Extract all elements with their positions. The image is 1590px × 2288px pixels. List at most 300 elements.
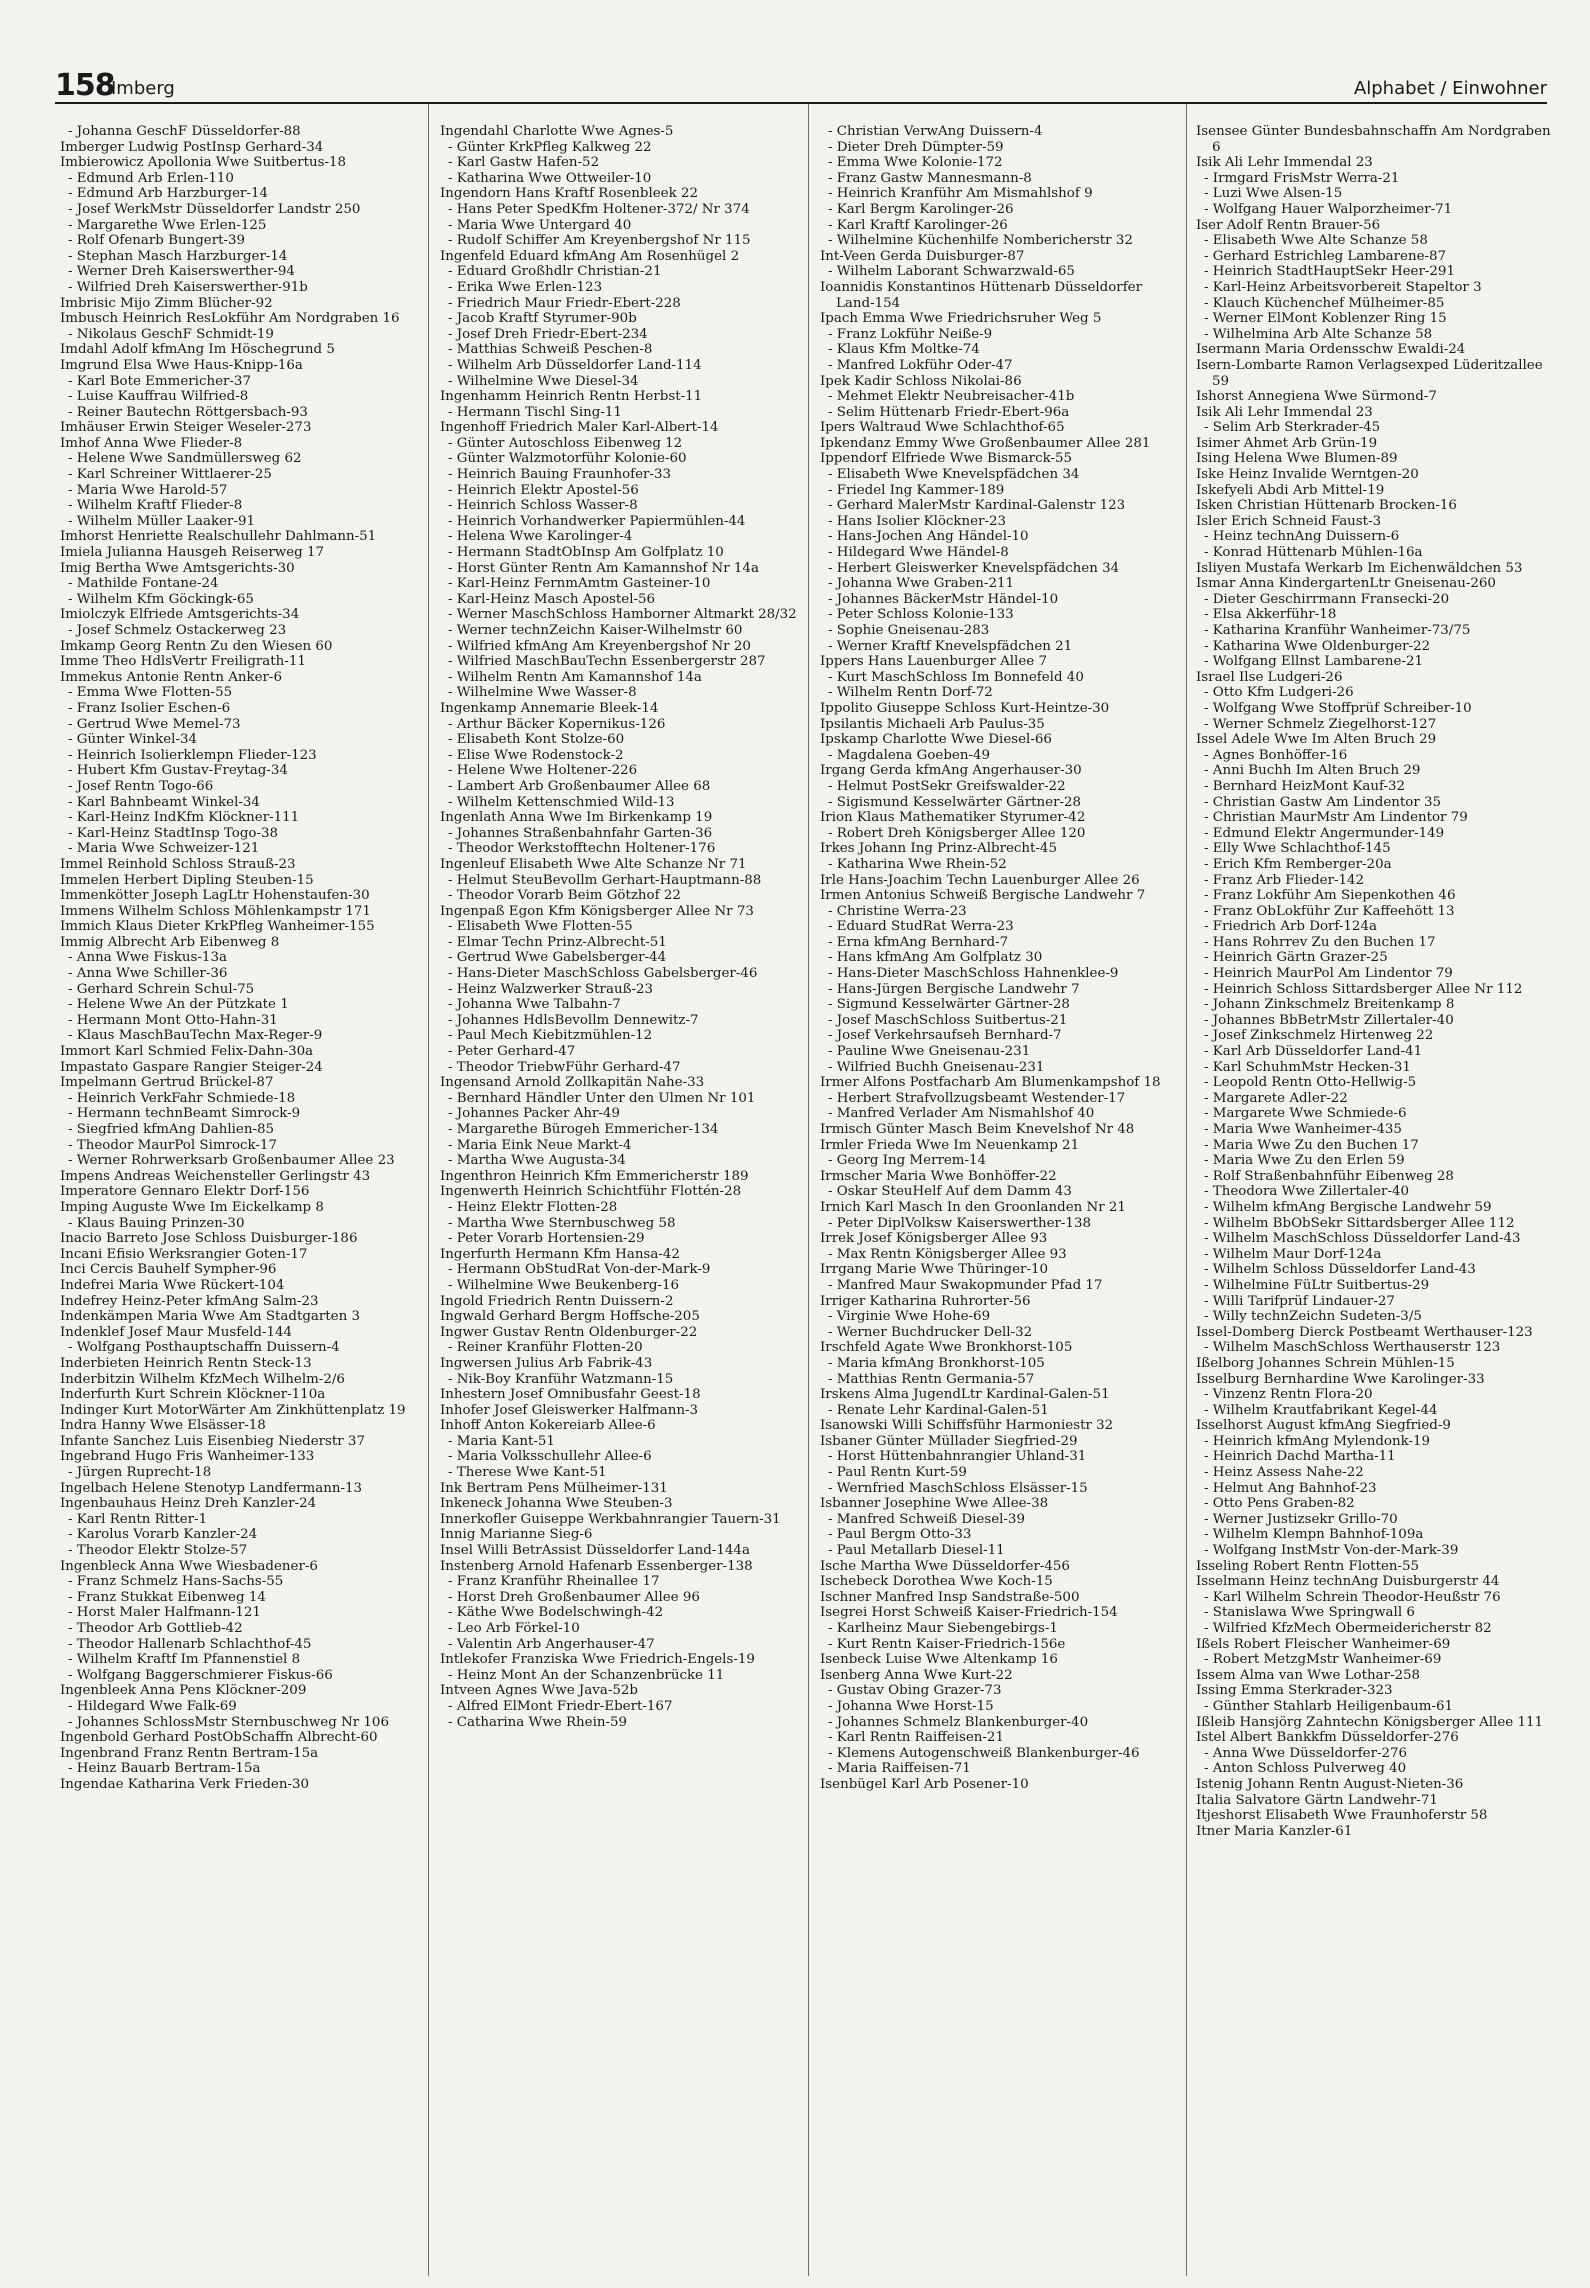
directory-entry: - Maria Eink Neue Markt-4 [448,1137,632,1153]
directory-entry: - Dieter Dreh Dümpter-59 [828,139,1004,155]
directory-entry: - Horst Dreh Großenbaumer Allee 96 [448,1589,700,1605]
directory-entry: - Sigismund Kesselwärter Gärtner-28 [828,794,1082,810]
directory-entry: - Franz Lokführ Am Siepenkothen 46 [1204,888,1456,904]
directory-entry: Ingenbrand Franz Rentn Bertram-15a [60,1745,319,1761]
directory-entry: - Karl-Heinz StadtInsp Togo-38 [68,825,279,841]
directory-entry: Immig Albrecht Arb Eibenweg 8 [60,934,280,950]
directory-entry: Imhäuser Erwin Steiger Weseler-273 [60,420,312,436]
directory-entry: - Heinrich Dachd Martha-11 [1204,1449,1396,1465]
directory-entry: - Erika Wwe Erlen-123 [448,279,603,295]
directory-entry: - Karl-Heinz Masch Apostel-56 [448,591,656,607]
directory-entry: Ischner Manfred Insp Sandstraße-500 [820,1589,1080,1605]
directory-entry: - Maria Wwe Zu den Buchen 17 [1204,1137,1419,1153]
directory-column-1 [60,124,422,2274]
directory-entry: - Klauch Küchenchef Mülheimer-85 [1204,295,1445,311]
directory-entry: - Heinz technAng Duissern-6 [1204,529,1400,545]
directory-entry: Immekus Antonie Rentn Anker-6 [60,669,282,685]
directory-entry: - Maria kfmAng Bronkhorst-105 [828,1355,1045,1371]
directory-entry: - Wilhelmine Wwe Beukenberg-16 [448,1277,679,1293]
directory-entry: - Luise Kauffrau Wilfried-8 [68,389,249,405]
column-divider [808,104,809,2276]
directory-entry: - Hans-Jochen Ang Händel-10 [828,529,1029,545]
directory-entry: Immich Klaus Dieter KrkPfleg Wanheimer-155 [60,919,375,935]
directory-entry: Irrek Josef Königsberger Allee 93 [820,1231,1048,1247]
directory-entry: - Wilfried Dreh Kaiserswerther-91b [68,279,308,295]
directory-entry: - Nikolaus GeschF Schmidt-19 [68,326,274,342]
directory-entry: - Günter KrkPfleg Kalkweg 22 [448,139,652,155]
directory-entry: - Oskar SteuHelf Auf dem Damm 43 [828,1184,1072,1200]
directory-entry: Ipers Waltraud Wwe Schlachthof-65 [820,420,1065,436]
directory-entry: - Sophie Gneisenau-283 [828,623,990,638]
directory-entry: - Josef Zinkschmelz Hirtenweg 22 [1204,1028,1434,1044]
directory-entry: - Selim Arb Sterkrader-45 [1204,420,1381,436]
directory-entry: - Karlheinz Maur Siebengebirgs-1 [828,1621,1058,1636]
directory-entry: Innerkofler Guiseppe Werkbahnrangier Tauern-31 [440,1511,781,1527]
directory-entry: - Lambert Arb Großenbaumer Allee 68 [448,778,711,794]
directory-entry: Irgang Gerda kfmAng Angerhauser-30 [820,763,1082,779]
directory-entry: - Helmut SteuBevollm Gerhart-Hauptmann-88 [448,872,762,888]
directory-entry: - Heinrich MaurPol Am Lindentor 79 [1204,966,1453,982]
directory-entry: - Peter Gerhard-47 [448,1044,576,1060]
directory-entry: Impens Andreas Weichensteller Gerlingstr 43 [60,1168,371,1184]
directory-entry: - Josef Rentn Togo-66 [68,778,214,794]
directory-entry: - Günter Walzmotorführ Kolonie-60 [448,451,687,467]
directory-entry: Isanowski Willi Schiffsführ Harmoniestr 32 [820,1418,1114,1434]
directory-entry: - Maria Wwe Zu den Erlen 59 [1204,1153,1405,1169]
directory-entry: - Maria Raiffeisen-71 [828,1761,971,1777]
directory-entry: - Katharina Wwe Oldenburger-22 [1204,638,1431,654]
directory-entry: Ingenhoff Friedrich Maler Karl-Albert-14 [440,420,719,436]
directory-entry: - Klaus Kfm Moltke-74 [828,342,980,358]
directory-entry: - Maria Volksschullehr Allee-6 [448,1449,652,1465]
directory-entry: - Hans-Dieter MaschSchloss Gabelsberger-46 [448,966,758,982]
directory-entry: Ingenleuf Elisabeth Wwe Alte Schanze Nr 71 [440,856,747,872]
directory-entry: - Wilhelmine Wwe Diesel-34 [448,373,639,389]
directory-entry: - Heinrich Isolierklempn Flieder-123 [68,747,317,763]
directory-entry: Itner Maria Kanzler-61 [1196,1823,1353,1839]
directory-entry: Immenkötter Joseph LagLtr Hohenstaufen-30 [60,888,370,904]
directory-entry: Ingensand Arnold Zollkapitän Nahe-33 [440,1075,705,1091]
directory-entry: - Max Rentn Königsberger Allee 93 [828,1246,1067,1262]
directory-entry: - Klemens Autogenschweiß Blankenburger-46 [828,1745,1140,1761]
directory-entry: - Wilhelmina Arb Alte Schanze 58 [1204,326,1433,342]
directory-entry: Isseling Robert Rentn Flotten-55 [1196,1558,1420,1574]
directory-entry: - Karl Bote Emmericher-37 [68,373,251,389]
directory-entry: - Wilhelm Klempn Bahnhof-109a [1204,1527,1424,1543]
directory-entry: - Werner Buchdrucker Dell-32 [828,1324,1033,1340]
directory-entry: Ipkendanz Emmy Wwe Großenbaumer Allee 281 [820,435,1151,451]
directory-column-3 [820,124,1182,2274]
directory-entry: Ingenwerth Heinrich Schichtführ Flottén-28 [440,1184,742,1200]
directory-entry: Irmen Antonius Schweiß Bergische Landwehr 7 [820,888,1146,904]
directory-entry: Ising Helena Wwe Blumen-89 [1196,451,1398,467]
page-header [55,66,1547,104]
directory-entry: - Wilhelm Kfm Göckingk-65 [68,591,254,607]
directory-entry: Isselburg Bernhardine Wwe Karolinger-33 [1196,1371,1485,1387]
directory-entry: - Anna Wwe Schiller-36 [68,966,228,982]
directory-entry: - Maria Kant-51 [448,1433,555,1449]
directory-entry: Ingendorn Hans Kraftf Rosenbleek 22 [440,186,698,202]
directory-entry: Ippolito Giuseppe Schloss Kurt-Heintze-30 [820,700,1110,716]
directory-entry: - Luzi Wwe Alsen-15 [1204,186,1343,202]
directory-entry: Imhorst Henriette Realschullehr Dahlmann-51 [60,529,377,545]
directory-entry: - Franz Stukkat Eibenweg 14 [68,1589,266,1605]
directory-entry: - Christine Werra-23 [828,903,967,919]
directory-entry: - Heinrich Gärtn Grazer-25 [1204,950,1388,966]
directory-entry: - Leopold Rentn Otto-Hellwig-5 [1204,1075,1417,1091]
directory-entry: - Hildegard Wwe Falk-69 [68,1698,237,1714]
directory-entry: Issel Adele Wwe Im Alten Bruch 29 [1196,732,1437,748]
directory-entry: - Horst Maler Halfmann-121 [68,1605,261,1621]
directory-entry: - Dieter Geschirrmann Fransecki-20 [1204,591,1450,607]
directory-entry: Irion Klaus Mathematiker Styrumer-42 [820,810,1086,826]
directory-entry: Irkes Johann Ing Prinz-Albrecht-45 [820,841,1057,857]
directory-entry: - Reiner Bautechn Röttgersbach-93 [68,404,308,420]
directory-entry: - Theodor Vorarb Beim Götzhof 22 [448,888,681,904]
directory-entry: - Alfred ElMont Friedr-Ebert-167 [448,1698,673,1714]
directory-entry: Indinger Kurt MotorWärter Am Zinkhüttenplatz 19 [60,1402,406,1418]
directory-entry: - Helene Wwe Sandmüllersweg 62 [68,451,302,467]
directory-entry: Ipek Kadir Schloss Nikolai-86 [820,373,1022,389]
directory-entry: - Heinz Mont An der Schanzenbrücke 11 [448,1667,725,1683]
directory-entry: Isik Ali Lehr Immendal 23 [1196,404,1373,420]
directory-entry: - Herbert Gleiswerker Knevelspfädchen 34 [828,560,1120,576]
directory-entry: - Katharina Wwe Rhein-52 [828,856,1007,872]
directory-entry: Infante Sanchez Luis Eisenbieg Niederstr 37 [60,1433,365,1449]
directory-entry: - Johannes SchlossMstr Sternbuschweg Nr 106 [68,1714,389,1730]
directory-entry: - Anna Wwe Fiskus-13a [68,950,227,966]
directory-entry: - Vinzenz Rentn Flora-20 [1204,1387,1373,1403]
directory-entry: - Wilhelm MaschSchloss Düsseldorfer Land-43 [1204,1231,1521,1247]
directory-entry: - Martha Wwe Augusta-34 [448,1153,626,1169]
directory-entry: - Karl Wilhelm Schrein Theodor-Heußstr 76 [1204,1589,1501,1605]
directory-entry: - Theodor Hallenarb Schlachthof-45 [68,1636,312,1652]
directory-entry: - Werner Schmelz Ziegelhorst-127 [1204,716,1437,732]
directory-entry: - Paul Mech Kiebitzmühlen-12 [448,1028,653,1044]
directory-entry: - Erich Kfm Remberger-20a [1204,856,1392,872]
directory-entry: Ingenfeld Eduard kfmAng Am Rosenhügel 2 [440,248,740,264]
directory-entry: Ippendorf Elfriede Wwe Bismarck-55 [820,451,1073,467]
directory-entry: - Hermann ObStudRat Von-der-Mark-9 [448,1262,711,1278]
directory-entry: - Friedrich Maur Friedr-Ebert-228 [448,295,681,311]
directory-entry: - Wilhelm MaschSchloss Werthauserstr 123 [1204,1340,1501,1356]
directory-entry: Ioannidis Konstantinos Hüttenarb Düsseldorfer Land-154 [820,279,1142,311]
directory-entry: - Wilfried MaschBauTechn Essenbergerstr 287 [448,654,766,670]
directory-entry: - Karl Kraftf Karolinger-26 [828,217,1008,233]
directory-entry: - Heinrich VerkFahr Schmiede-18 [68,1090,296,1106]
directory-entry: - Josef WerkMstr Düsseldorfer Landstr 250 [68,201,361,217]
directory-entry: Imiolczyk Elfriede Amtsgerichts-34 [60,607,300,623]
directory-entry: Ingenbleck Anna Wwe Wiesbadener-6 [60,1558,318,1574]
directory-entry: - Georg Ing Merrem-14 [828,1153,987,1169]
directory-entry: Indenklef Josef Maur Musfeld-144 [60,1324,293,1340]
directory-entry: - Karl SchuhmMstr Hecken-31 [1204,1059,1411,1075]
directory-entry: - Karl-Heinz FernmAmtm Gasteiner-10 [448,576,711,592]
directory-entry: Isensee Günter Bundesbahnschaffn Am Nordgraben 6 [1196,124,1551,155]
directory-entry: - Karl Rentn Raiffeisen-21 [828,1730,1004,1746]
directory-entry: - Gerhard Estrichleg Lambarene-87 [1204,248,1447,264]
directory-entry: Immelen Herbert Dipling Steuben-15 [60,872,314,888]
directory-entry: - Hans Rohrrev Zu den Buchen 17 [1204,934,1436,950]
directory-entry: - Erna kfmAng Bernhard-7 [828,934,1009,950]
directory-entry: Impastato Gaspare Rangier Steiger-24 [60,1059,323,1075]
directory-entry: Isik Ali Lehr Immendal 23 [1196,155,1373,171]
directory-entry: - Elisabeth Wwe Knevelspfädchen 34 [828,467,1080,483]
directory-entry: - Emma Wwe Flotten-55 [68,685,233,701]
directory-entry: - Robert MetzgMstr Wanheimer-69 [1204,1652,1442,1668]
directory-entry: - Margarete Wwe Schmiede-6 [1204,1106,1407,1122]
directory-entry: - Klaus Bauing Prinzen-30 [68,1215,245,1231]
directory-entry: Irle Hans-Joachim Techn Lauenburger Allee 26 [820,872,1140,888]
directory-entry: Ingwersen Julius Arb Fabrik-43 [440,1355,653,1371]
directory-entry: - Peter DiplVolksw Kaiserswerther-138 [828,1215,1091,1231]
directory-entry: - Wolfgang InstMstr Von-der-Mark-39 [1204,1543,1459,1559]
directory-entry: Ingenkamp Annemarie Bleek-14 [440,700,659,716]
directory-entry: Imkamp Georg Rentn Zu den Wiesen 60 [60,638,333,654]
directory-entry: - Horst Hüttenbahnrangier Uhland-31 [828,1449,1087,1465]
directory-entry: Imiela Julianna Hausgeh Reiserweg 17 [60,545,325,561]
directory-entry: - Jürgen Ruprecht-18 [68,1465,212,1481]
directory-entry: Ingendae Katharina Verk Frieden-30 [60,1776,310,1792]
directory-entry: - Karl-Heinz IndKfm Klöckner-111 [68,810,300,826]
directory-entry: - Edmund Arb Harzburger-14 [68,186,268,202]
directory-entry: Inci Cercis Bauhelf Sympher-96 [60,1262,277,1278]
directory-entry: Ingwer Gustav Rentn Oldenburger-22 [440,1324,698,1340]
directory-entry: - Friedrich Arb Dorf-124a [1204,919,1377,935]
directory-entry: - Heinrich Bauing Fraunhofer-33 [448,467,671,483]
directory-entry: - Wilhelm Kraftf Flieder-8 [68,498,243,514]
directory-entry: - Wilhelm Schloss Düsseldorfer Land-43 [1204,1262,1476,1278]
directory-entry: - Wilhelm Maur Dorf-124a [1204,1246,1382,1262]
directory-entry: - Eduard Großhdlr Christian-21 [448,264,662,280]
directory-entry: - Wilfried KfzMech Obermeidericherstr 82 [1204,1621,1492,1636]
directory-entry: Ink Bertram Pens Mülheimer-131 [440,1480,668,1496]
directory-entry: Ingenlath Anna Wwe Im Birkenkamp 19 [440,810,713,826]
directory-entry: - Wilhelmine Küchenhilfe Nombericherstr 32 [828,233,1133,249]
directory-entry: - Wolfgang Posthauptschaffn Duissern-4 [68,1340,340,1356]
directory-entry: - Jacob Kraftf Styrumer-90b [448,311,637,327]
directory-entry: - Manfred Lokführ Oder-47 [828,357,1013,373]
directory-entry: - Bernhard HeizMont Kauf-32 [1204,778,1406,794]
directory-entry: - Heinrich Schloss Wasser-8 [448,498,638,514]
directory-entry: - Johanna Wwe Graben-211 [828,576,1014,592]
directory-entry: - Johannes Schmelz Blankenburger-40 [828,1714,1089,1730]
directory-entry: Int-Veen Gerda Duisburger-87 [820,248,1025,264]
directory-entry: - Willy technZeichn Sudeten-3/5 [1204,1309,1422,1325]
directory-entry: - Manfred Schweiß Diesel-39 [828,1511,1025,1527]
directory-entry: Isimer Ahmet Arb Grün-19 [1196,435,1378,451]
directory-entry: - Wilfried kfmAng Am Kreyenbergshof Nr 20 [448,638,751,654]
directory-entry: - Agnes Bonhöffer-16 [1204,747,1348,763]
directory-entry: Immel Reinhold Schloss Strauß-23 [60,856,296,872]
directory-entry: - Otto Pens Graben-82 [1204,1496,1355,1512]
directory-entry: - Heinz Bauarb Bertram-15a [68,1761,261,1777]
directory-entry: - Sigmund Kesselwärter Gärtner-28 [828,997,1070,1013]
directory-entry: - Karl Rentn Ritter-1 [68,1511,208,1527]
directory-entry: - Rolf Ofenarb Bungert-39 [68,233,246,249]
directory-entry: Ingendahl Charlotte Wwe Agnes-5 [440,124,674,139]
directory-entry: - Johannes BbBetrMstr Zillertaler-40 [1204,1012,1454,1028]
page-number: 158 [55,68,115,103]
directory-entry: Irriger Katharina Ruhrorter-56 [820,1293,1031,1309]
directory-entry: - Heinrich Schloss Sittardsberger Allee Nr 112 [1204,981,1523,997]
directory-entry: - Katharina Wwe Ottweiler-10 [448,170,652,186]
directory-entry: - Karl Schreiner Wittlaerer-25 [68,467,272,483]
directory-entry: - Anton Schloss Pulverweg 40 [1204,1761,1407,1777]
directory-entry: Isenbeck Luise Wwe Altenkamp 16 [820,1652,1058,1668]
directory-entry: Instenberg Arnold Hafenarb Essenberger-138 [440,1558,753,1574]
directory-entry: - Johannes Packer Ahr-49 [448,1106,620,1122]
directory-entry: - Wilhelm Rentn Dorf-72 [828,685,993,701]
directory-entry: - Pauline Wwe Gneisenau-231 [828,1044,1031,1060]
directory-entry: Inhoff Anton Kokereiarb Allee-6 [440,1418,656,1434]
directory-entry: - Siegfried kfmAng Dahlien-85 [68,1122,275,1137]
directory-entry: Ishorst Annegiena Wwe Sürmond-7 [1196,389,1437,405]
directory-entry: - Gerhard Schrein Schul-75 [68,981,255,997]
directory-entry: Irnich Karl Masch In den Groonlanden Nr 21 [820,1199,1126,1215]
directory-entry: - Wilhelm Kraftf Im Pfannenstiel 8 [68,1652,301,1668]
directory-entry: Innig Marianne Sieg-6 [440,1527,593,1543]
directory-entry: Ipsilantis Michaeli Arb Paulus-35 [820,716,1045,732]
directory-entry: Issem Alma van Wwe Lothar-258 [1196,1667,1421,1683]
directory-entry: - Edmund Elektr Angermunder-149 [1204,825,1445,841]
directory-entry: Isselmann Heinz technAng Duisburgerstr 44 [1196,1574,1500,1590]
directory-entry: Iske Heinz Invalide Werntgen-20 [1196,467,1419,483]
directory-entry: Isler Erich Schneid Faust-3 [1196,513,1382,529]
directory-entry: Intlekofer Franziska Wwe Friedrich-Engels-19 [440,1652,755,1668]
directory-entry: - Kurt Rentn Kaiser-Friedrich-156e [828,1636,1066,1652]
directory-entry: - Renate Lehr Kardinal-Galen-51 [828,1402,1049,1418]
directory-entry: - Franz Gastw Mannesmann-8 [828,170,1032,186]
directory-entry: Imbusch Heinrich ResLokführ Am Nordgraben 16 [60,311,400,327]
directory-entry: - Wilhelm Krautfabrikant Kegel-44 [1204,1402,1438,1418]
directory-entry: - Hermann Mont Otto-Hahn-31 [68,1012,278,1028]
directory-entry: - Christian VerwAng Duissern-4 [828,124,1043,139]
directory-entry: - Hubert Kfm Gustav-Freytag-34 [68,763,288,779]
directory-entry: Ingenbauhaus Heinz Dreh Kanzler-24 [60,1496,317,1512]
directory-entry: Ingebrand Hugo Fris Wanheimer-133 [60,1449,315,1465]
directory-entry: Irmler Frieda Wwe Im Neuenkamp 21 [820,1137,1080,1153]
directory-entry: - Bernhard Händler Unter den Ulmen Nr 101 [448,1090,756,1106]
directory-entry: - Martha Wwe Sternbuschweg 58 [448,1215,676,1231]
directory-entry: Inderfurth Kurt Schrein Klöckner-110a [60,1387,326,1403]
directory-entry: Ingenthron Heinrich Kfm Emmericherstr 189 [440,1168,749,1184]
directory-entry: - Josef Dreh Friedr-Ebert-234 [448,326,648,342]
directory-entry: Intveen Agnes Wwe Java-52b [440,1683,638,1699]
directory-entry: Ingold Friedrich Rentn Duissern-2 [440,1293,674,1309]
column-divider [1186,104,1187,2276]
directory-entry: - Heinz Elektr Flotten-28 [448,1199,618,1215]
directory-entry: - Hans-Jürgen Bergische Landwehr 7 [828,981,1080,997]
directory-entry: Imbrisic Mijo Zimm Blücher-92 [60,295,273,311]
directory-entry: - Heinrich Vorhandwerker Papiermühlen-44 [448,513,746,529]
directory-entry: - Franz ObLokführ Zur Kaffeehött 13 [1204,903,1455,919]
directory-entry: - Valentin Arb Angerhauser-47 [448,1636,655,1652]
directory-entry: - Stephan Masch Harzburger-14 [68,248,288,264]
directory-entry: Ipskamp Charlotte Wwe Diesel-66 [820,732,1052,748]
directory-entry: - Maria Wwe Harold-57 [68,482,228,498]
directory-entry: - Paul Metallarb Diesel-11 [828,1543,1005,1559]
directory-entry: - Hans kfmAng Am Golfplatz 30 [828,950,1043,966]
directory-entry: - Heinrich StadtHauptSekr Heer-291 [1204,264,1455,280]
directory-entry: - Franz Schmelz Hans-Sachs-55 [68,1574,284,1590]
directory-entry: - Elisabeth Wwe Flotten-55 [448,919,633,935]
directory-entry: - Theodor Elektr Stolze-57 [68,1543,248,1559]
directory-entry: - Karl Arb Düsseldorfer Land-41 [1204,1044,1423,1060]
column-divider [428,104,429,2276]
directory-entry: - Wilhelmine FüLtr Suitbertus-29 [1204,1277,1430,1293]
directory-entry: - Hans-Dieter MaschSchloss Hahnenklee-9 [828,966,1119,982]
directory-entry: - Maria Wwe Untergard 40 [448,217,632,233]
directory-entry: - Karl-Heinz Arbeitsvorbereit Stapeltor 3 [1204,279,1482,295]
directory-entry: - Elmar Techn Prinz-Albrecht-51 [448,934,667,950]
directory-entry: - Rolf Straßenbahnführ Eibenweg 28 [1204,1168,1454,1184]
directory-entry: Isenberg Anna Wwe Kurt-22 [820,1667,1013,1683]
directory-entry: - Theodor Werkstofftechn Holtener-176 [448,841,716,857]
directory-entry: - Peter Vorarb Hortensien-29 [448,1231,645,1247]
directory-entry: - Wolfgang Baggerschmierer Fiskus-66 [68,1667,333,1683]
directory-entry: Indefrey Heinz-Peter kfmAng Salm-23 [60,1293,319,1309]
directory-entry: - Wernfried MaschSchloss Elsässer-15 [828,1480,1088,1496]
directory-entry: - Gertrud Wwe Gabelsberger-44 [448,950,667,966]
directory-entry: - Günter Autoschloss Eibenweg 12 [448,435,683,451]
directory-entry: Ingelbach Helene Stenotyp Landfermann-13 [60,1480,363,1496]
directory-entry: - Stanislawa Wwe Springwall 6 [1204,1605,1415,1621]
directory-entry: - Heinrich Kranführ Am Mismahlshof 9 [828,186,1093,202]
directory-entry: Indefrei Maria Wwe Rückert-104 [60,1277,285,1293]
directory-entry: Ismar Anna KindergartenLtr Gneisenau-260 [1196,576,1496,592]
directory-entry: Imbierowicz Apollonia Wwe Suitbertus-18 [60,155,347,171]
directory-entry: - Wilhelmine Wwe Wasser-8 [448,685,637,701]
directory-entry: Immens Wilhelm Schloss Möhlenkampstr 171 [60,903,371,919]
directory-entry: - Reiner Kranführ Flotten-20 [448,1340,643,1356]
directory-column-2 [440,124,802,2274]
directory-entry: Isermann Maria Ordensschw Ewaldi-24 [1196,342,1466,358]
directory-entry: - Rudolf Schiffer Am Kreyenbergshof Nr 115 [448,233,751,249]
directory-entry: Isselhorst August kfmAng Siegfried-9 [1196,1418,1451,1434]
directory-entry: - Gerhard MalerMstr Kardinal-Galenstr 123 [828,498,1126,514]
directory-entry: Inderbieten Heinrich Rentn Steck-13 [60,1355,312,1371]
directory-entry: Istel Albert Bankkfm Düsseldorfer-276 [1196,1730,1459,1746]
directory-entry: - Kurt MaschSchloss Im Bonnefeld 40 [828,669,1084,685]
directory-entry: Irrgang Marie Wwe Thüringer-10 [820,1262,1049,1278]
directory-entry: Irmer Alfons Postfacharb Am Blumenkampshof 18 [820,1075,1161,1091]
directory-entry: - Johanna GeschF Düsseldorfer-88 [68,124,301,139]
directory-column-4 [1196,124,1558,2274]
directory-entry: Indenkämpen Maria Wwe Am Stadtgarten 3 [60,1309,361,1325]
directory-entry: Ißels Robert Fleischer Wanheimer-69 [1196,1636,1451,1652]
directory-entry: - Christian MaurMstr Am Lindentor 79 [1204,810,1468,826]
directory-entry: Ingerfurth Hermann Kfm Hansa-42 [440,1246,680,1262]
section-title: Alphabet / Einwohner [1353,78,1547,99]
directory-entry: - Wilfried Buchh Gneisenau-231 [828,1059,1045,1075]
directory-entry: - Wolfgang Ellnst Lambarene-21 [1204,654,1423,670]
directory-entry: Imping Auguste Wwe Im Eickelkamp 8 [60,1199,324,1215]
directory-entry: Imberger Ludwig PostInsp Gerhard-34 [60,139,324,155]
directory-entry: - Selim Hüttenarb Friedr-Ebert-96a [828,404,1070,420]
directory-entry: - Therese Wwe Kant-51 [448,1465,607,1481]
directory-entry: - Gustav Obing Grazer-73 [828,1683,1002,1699]
directory-entry: - Johanna Wwe Horst-15 [828,1698,994,1714]
directory-entry: Imperatore Gennaro Elektr Dorf-156 [60,1184,310,1200]
directory-entry: Inhofer Josef Gleiswerker Halfmann-3 [440,1402,698,1418]
directory-entry: - Edmund Arb Erlen-110 [68,170,234,186]
directory-entry: - Hans Isolier Klöckner-23 [828,513,1007,529]
directory-entry: - Gertrud Wwe Memel-73 [68,716,241,732]
directory-entry: - Herbert Strafvollzugsbeamt Westender-17 [828,1090,1126,1106]
directory-entry: Irmisch Günter Masch Beim Knevelshof Nr 48 [820,1122,1135,1137]
directory-entry: Iskefyeli Abdi Arb Mittel-19 [1196,482,1385,498]
